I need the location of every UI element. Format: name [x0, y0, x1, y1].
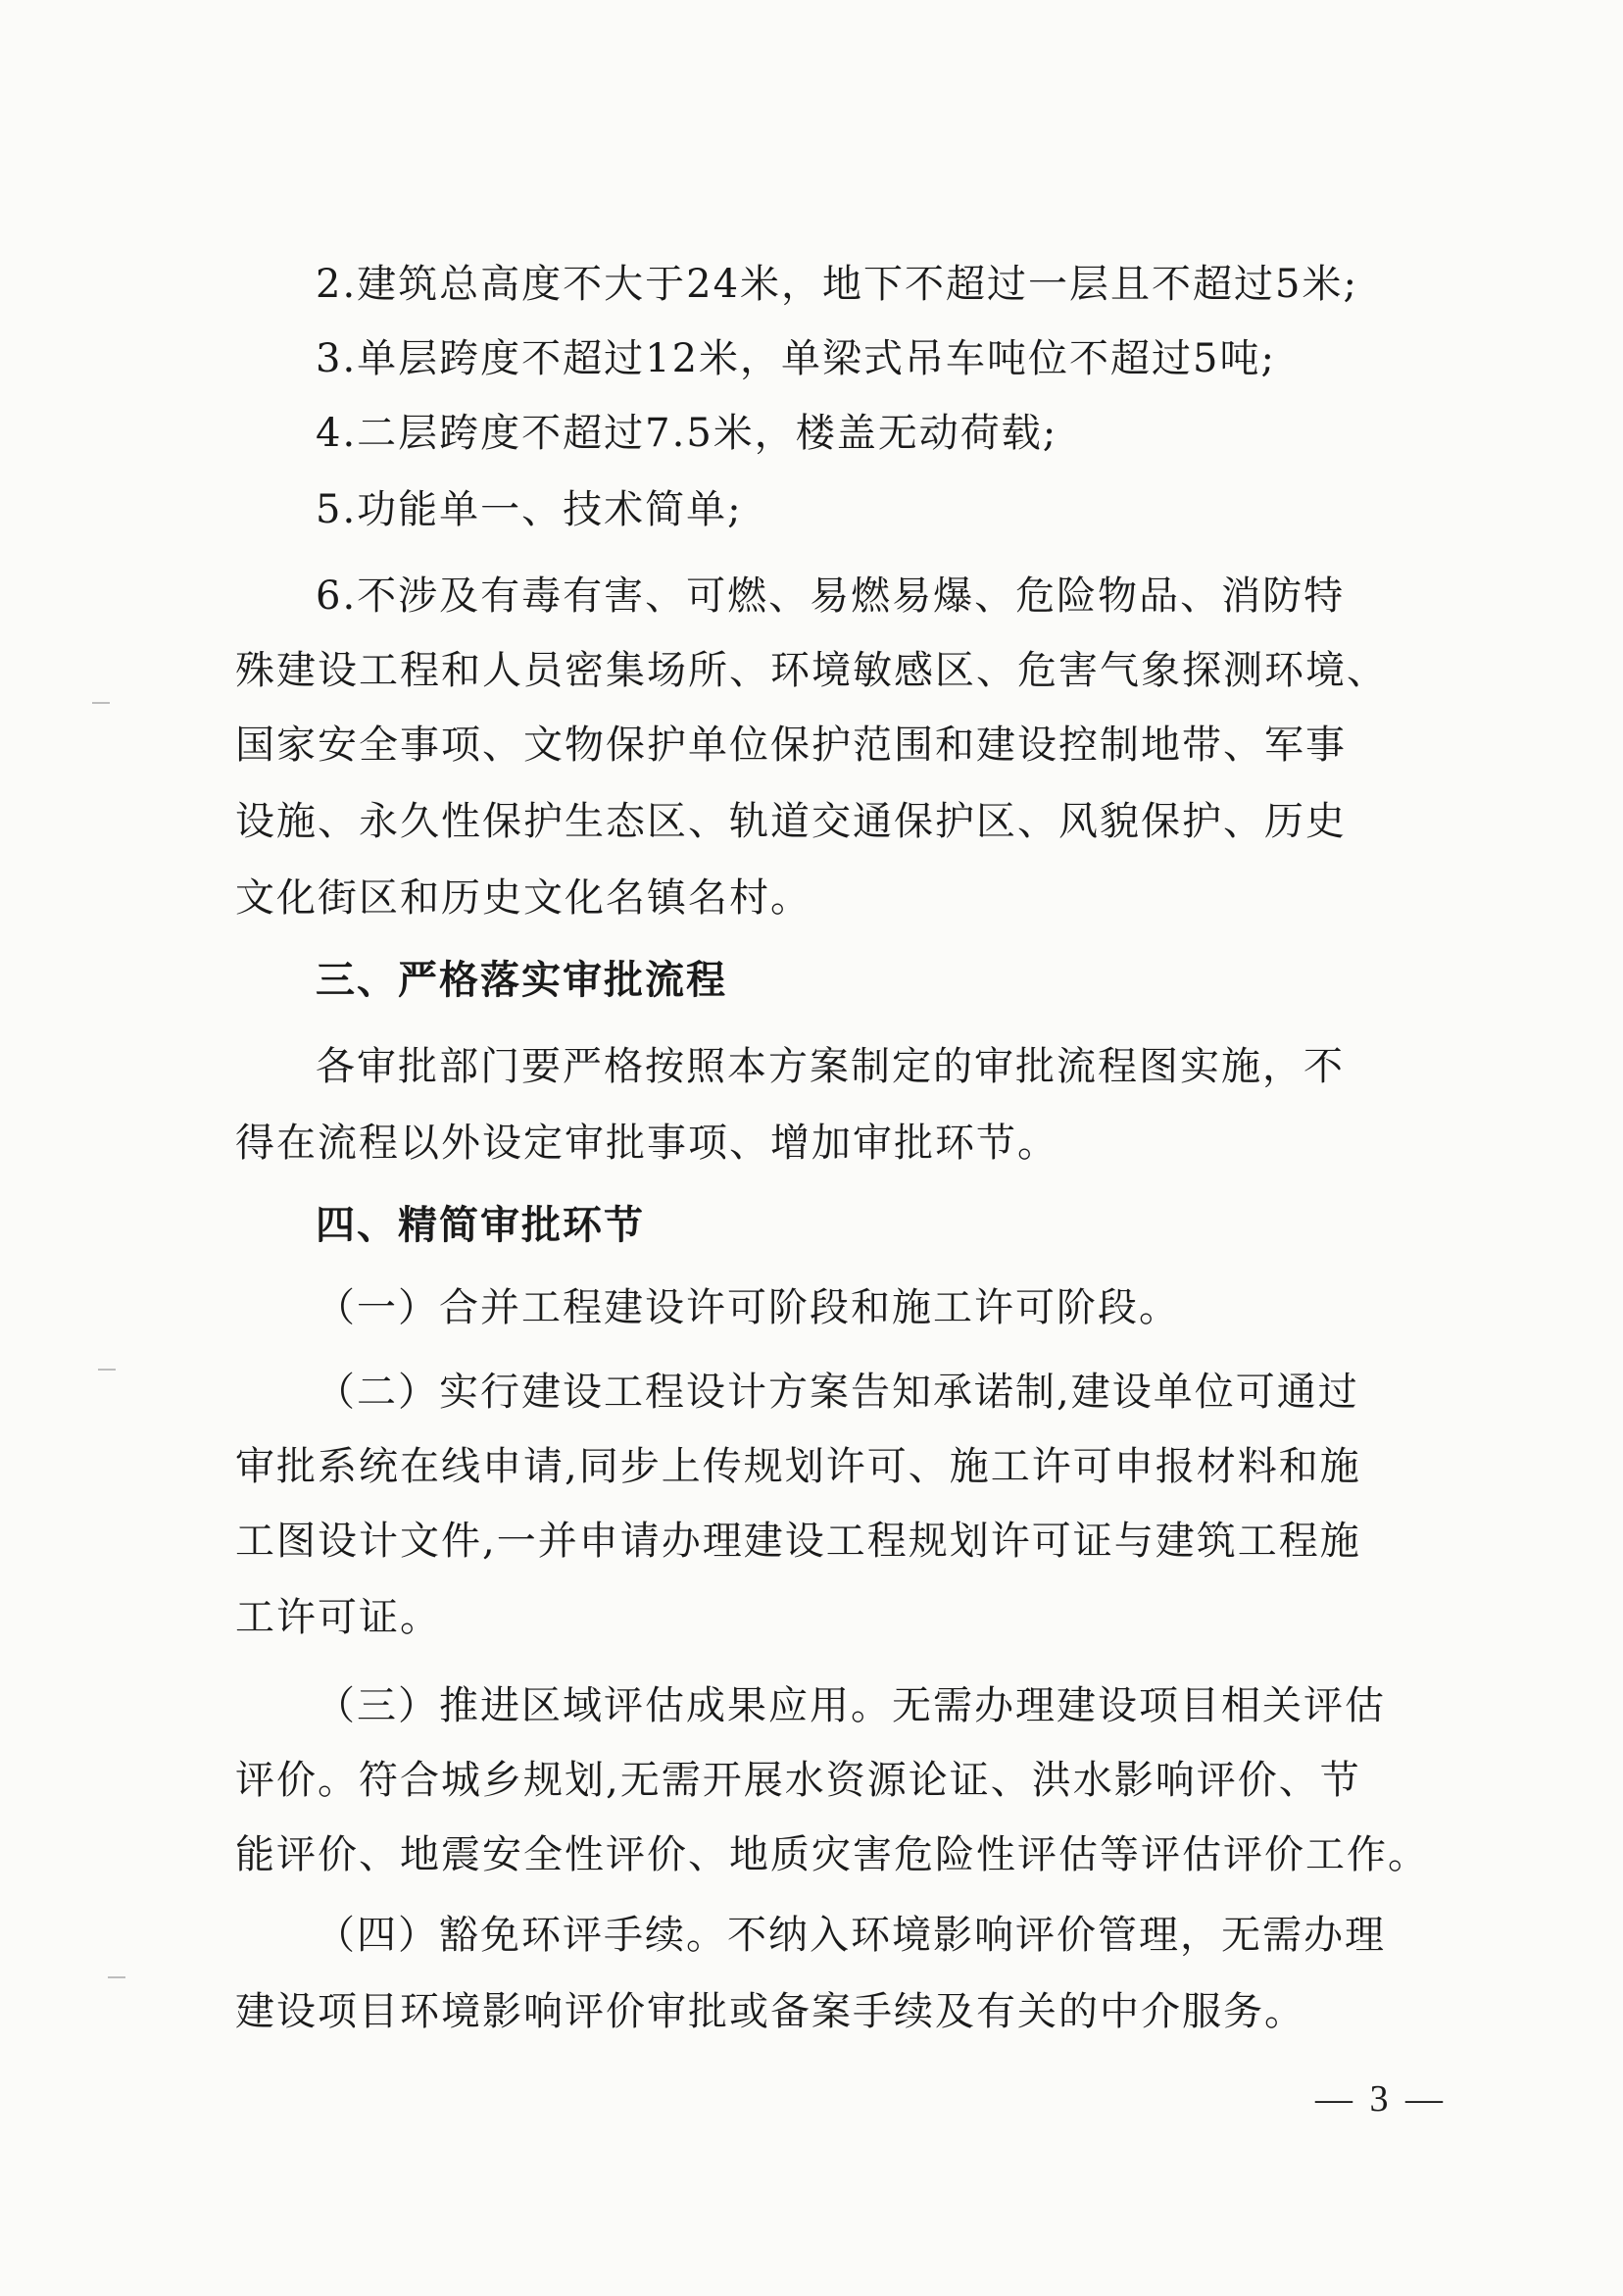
- page-number: — 3 —: [1315, 2078, 1447, 2120]
- paragraph-line: 设施、永久性保护生态区、轨道交通保护区、风貌保护、历史: [235, 799, 1347, 844]
- list-item: 2.建筑总高度不大于24米，地下不超过一层且不超过5米;: [316, 262, 1358, 307]
- paragraph-line: 评价。符合城乡规划,无需开展水资源论证、洪水影响评价、节: [235, 1758, 1361, 1803]
- scan-mark: [108, 1976, 125, 1978]
- list-item: 6.不涉及有毒有害、可燃、易燃易爆、危险物品、消防特: [316, 574, 1346, 619]
- scan-mark: [92, 702, 110, 704]
- section-heading: 四、精简审批环节: [316, 1202, 645, 1248]
- paragraph-line: （三）推进区域评估成果应用。无需办理建设项目相关评估: [316, 1683, 1386, 1728]
- paragraph-line: （一）合并工程建设许可阶段和施工许可阶段。: [316, 1285, 1180, 1330]
- paragraph-line: 能评价、地震安全性评价、地质灾害危险性评估等评估评价工作。: [235, 1832, 1429, 1877]
- list-item: 5.功能单一、技术简单;: [316, 487, 743, 532]
- list-item: 3.单层跨度不超过12米，单梁式吊车吨位不超过5吨;: [316, 336, 1276, 381]
- scan-mark: [98, 1369, 116, 1371]
- paragraph-line: 各审批部门要严格按照本方案制定的审批流程图实施，不: [316, 1044, 1345, 1089]
- paragraph-line: 工许可证。: [235, 1595, 441, 1640]
- paragraph-line: 工图设计文件,一并申请办理建设工程规划许可证与建筑工程施: [235, 1519, 1361, 1564]
- paragraph-line: 殊建设工程和人员密集场所、环境敏感区、危害气象探测环境、: [235, 648, 1388, 693]
- paragraph-line: （二）实行建设工程设计方案告知承诺制,建设单位可通过: [316, 1370, 1359, 1415]
- paragraph-line: 得在流程以外设定审批事项、增加审批环节。: [235, 1121, 1058, 1166]
- paragraph-line: 建设项目环境影响评价审批或备案手续及有关的中介服务。: [235, 1989, 1305, 2034]
- paragraph-line: 文化街区和历史文化名镇名村。: [235, 875, 812, 921]
- paragraph-line: （四）豁免环评手续。不纳入环境影响评价管理，无需办理: [316, 1913, 1386, 1958]
- paragraph-line: 国家安全事项、文物保护单位保护范围和建设控制地带、军事: [235, 723, 1347, 768]
- paragraph-line: 审批系统在线申请,同步上传规划许可、施工许可申报材料和施: [235, 1444, 1361, 1489]
- section-heading: 三、严格落实审批流程: [316, 957, 727, 1003]
- list-item: 4.二层跨度不超过7.5米，楼盖无动荷载;: [316, 411, 1058, 456]
